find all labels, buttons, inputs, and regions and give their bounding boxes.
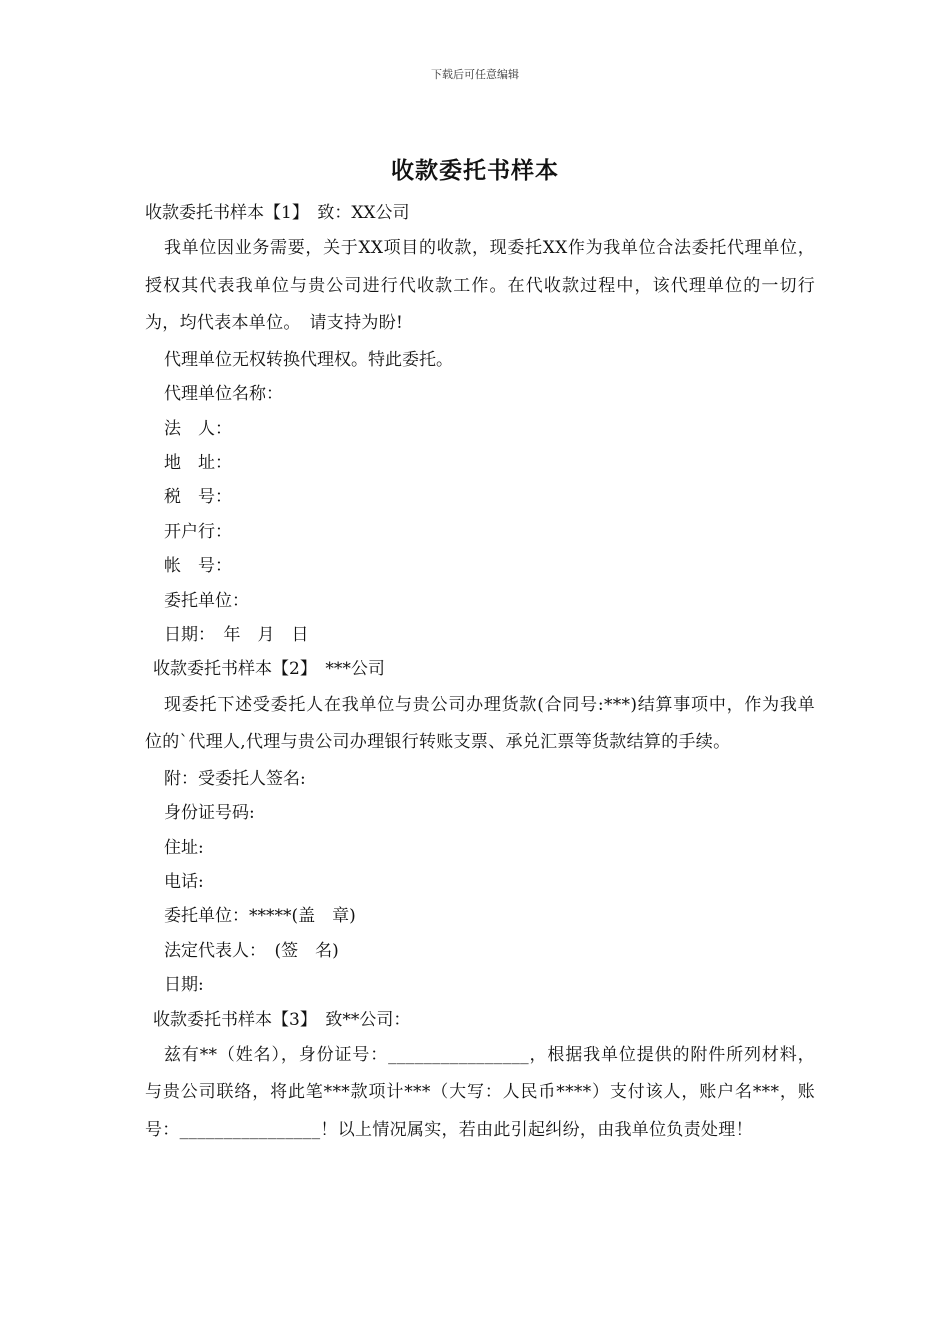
document-body [145, 196, 815, 1149]
phone-field: 电话: [164, 871, 204, 892]
sample1-no-transfer: 代理单位无权转换代理权。特此委托。 [164, 349, 453, 370]
address-field: 地 址： [164, 453, 232, 474]
legal-person-field: 法 人： [164, 418, 232, 439]
agent-name-field: 代理单位名称： [164, 384, 283, 405]
sample3-heading: 收款委托书样本【3】 致**公司： [153, 1009, 411, 1030]
entrusting-unit-field: 委托单位： [164, 590, 249, 611]
document-title: 收款委托书样本 [391, 157, 559, 184]
id-number-field: 身份证号码: [164, 803, 255, 824]
sample1-heading: 收款委托书样本【1】 致：XX公司 [145, 203, 410, 223]
account-field: 帐 号： [164, 556, 232, 577]
sample1-body: 我单位因业务需要，关于XX项目的收款，现委托XX作为我单位合法委托代理单位，授权其代表我单位与贵公司进行代收款工作。在代收款过程中，该代理单位的一切行为，均代表本单位。 请支持为盼! [145, 238, 815, 334]
sample2-heading: 收款委托书样本【2】 ***公司 [153, 659, 385, 680]
date-field-2: 日期: [164, 975, 204, 996]
legal-representative-field: 法定代表人： (签 名) [164, 940, 339, 961]
signature-field: 附：受委托人签名: [164, 768, 306, 789]
sample2-body: 现委托下述受委托人在我单位与贵公司办理货款(合同号:***)结算事项中，作为我单位的`代理人,代理与贵公司办理银行转账支票、承兑汇票等货款结算的手续。 [145, 694, 815, 753]
entrusting-unit-seal-field: 委托单位：*****(盖 章) [164, 906, 356, 927]
header-note: 下载后可任意编辑 [431, 68, 519, 81]
bank-field: 开户行： [164, 521, 232, 542]
sample3-body: 兹有**（姓名），身份证号：________________，根据我单位提供的附件所列材料，与贵公司联络，将此笔***款项计***（大写：人民币****）支付该人，账户名***，账号：________________！以上情况属实，若由此引起纠纷，由我单位负责处理！ [145, 1044, 815, 1140]
date-field: 日期： 年 月 日 [164, 625, 309, 646]
tax-number-field: 税 号： [164, 487, 232, 508]
residence-field: 住址: [164, 837, 204, 858]
